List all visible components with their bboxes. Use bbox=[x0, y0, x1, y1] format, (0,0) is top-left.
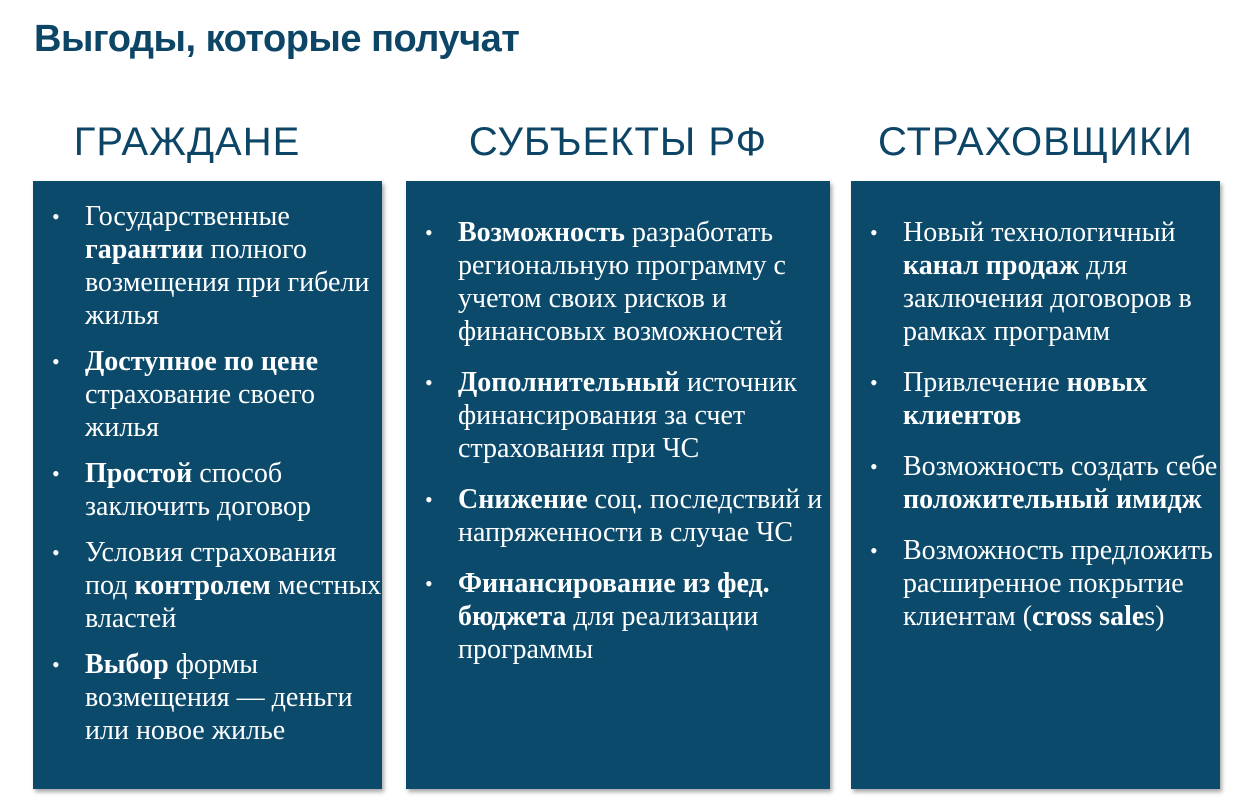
column-heading-regions: СУБЪЕКТЫ РФ bbox=[468, 120, 768, 164]
benefit-item bbox=[458, 366, 830, 465]
benefit-text: Привлечение bbox=[903, 367, 1067, 398]
benefit-item bbox=[85, 648, 382, 747]
benefit-text-bold: гарантии bbox=[85, 234, 204, 265]
benefit-text-bold: Доступное по цене bbox=[85, 346, 319, 377]
page-title: Выгоды, которые получат bbox=[34, 18, 520, 60]
benefit-text: разработать региональную программу с учетом своих рисков и финансовых возможностей bbox=[458, 217, 786, 347]
benefit-text: Новый технологичный bbox=[903, 217, 1176, 248]
benefit-text-bold: новых клиентов bbox=[903, 367, 1148, 431]
benefit-text-bold: Дополнительный bbox=[458, 367, 680, 398]
benefit-item bbox=[85, 457, 382, 523]
benefit-text-bold: контролем bbox=[134, 570, 271, 601]
benefit-text: соц. последствий и напряженности в случае ЧС bbox=[458, 484, 823, 548]
benefit-item bbox=[903, 366, 1220, 432]
benefit-text: местных властей bbox=[85, 570, 382, 634]
benefit-text-bold: Снижение bbox=[458, 484, 588, 515]
benefit-text-bold: cross sale bbox=[1032, 601, 1145, 632]
benefit-item bbox=[85, 200, 382, 332]
benefit-item bbox=[85, 345, 382, 444]
benefit-text-bold: Выбор bbox=[85, 649, 169, 680]
benefit-text: для реализации программы bbox=[458, 601, 759, 665]
benefit-text: страхование своего жилья bbox=[85, 379, 316, 443]
benefits-list-insurers bbox=[903, 216, 1220, 633]
panel-citizens bbox=[33, 181, 382, 789]
benefit-item bbox=[85, 536, 382, 635]
benefits-list-regions bbox=[458, 216, 830, 666]
benefit-item bbox=[458, 483, 830, 549]
benefit-text-bold: Финансирование из фед. бюджета bbox=[458, 568, 770, 632]
benefit-text: способ заключить договор bbox=[85, 458, 312, 522]
benefit-text-bold: Возможность bbox=[458, 217, 625, 248]
panel-insurers bbox=[851, 181, 1220, 789]
column-heading-insurers: СТРАХОВЩИКИ bbox=[877, 120, 1194, 164]
benefit-text: формы возмещения — деньги или новое жилье bbox=[85, 649, 353, 746]
panel-regions bbox=[406, 181, 830, 789]
benefit-text: полного возмещения при гибели жилья bbox=[85, 234, 370, 331]
benefit-text: Условия страхования под bbox=[85, 537, 337, 601]
benefit-text: s) bbox=[1144, 601, 1165, 632]
benefit-text-bold: канал продаж bbox=[903, 250, 1080, 281]
benefit-text: Государственные bbox=[85, 201, 290, 232]
benefit-text: для заключения договоров в рамках программ bbox=[903, 250, 1192, 347]
benefit-item bbox=[458, 567, 830, 666]
benefits-list-citizens bbox=[85, 200, 382, 747]
benefit-item bbox=[458, 216, 830, 348]
benefit-item bbox=[903, 450, 1220, 516]
benefit-text: Возможность предложить расширенное покрытие клиентам ( bbox=[903, 535, 1213, 632]
column-heading-citizens: ГРАЖДАНЕ bbox=[73, 120, 301, 164]
benefit-text: Возможность создать себе bbox=[903, 451, 1218, 482]
benefit-item bbox=[903, 534, 1220, 633]
benefit-text-bold: положительный имидж bbox=[903, 484, 1202, 515]
benefit-text: источник финансирования за счет страхования при ЧС bbox=[458, 367, 798, 464]
benefit-item bbox=[903, 216, 1220, 348]
benefit-text-bold: Простой bbox=[85, 458, 193, 489]
